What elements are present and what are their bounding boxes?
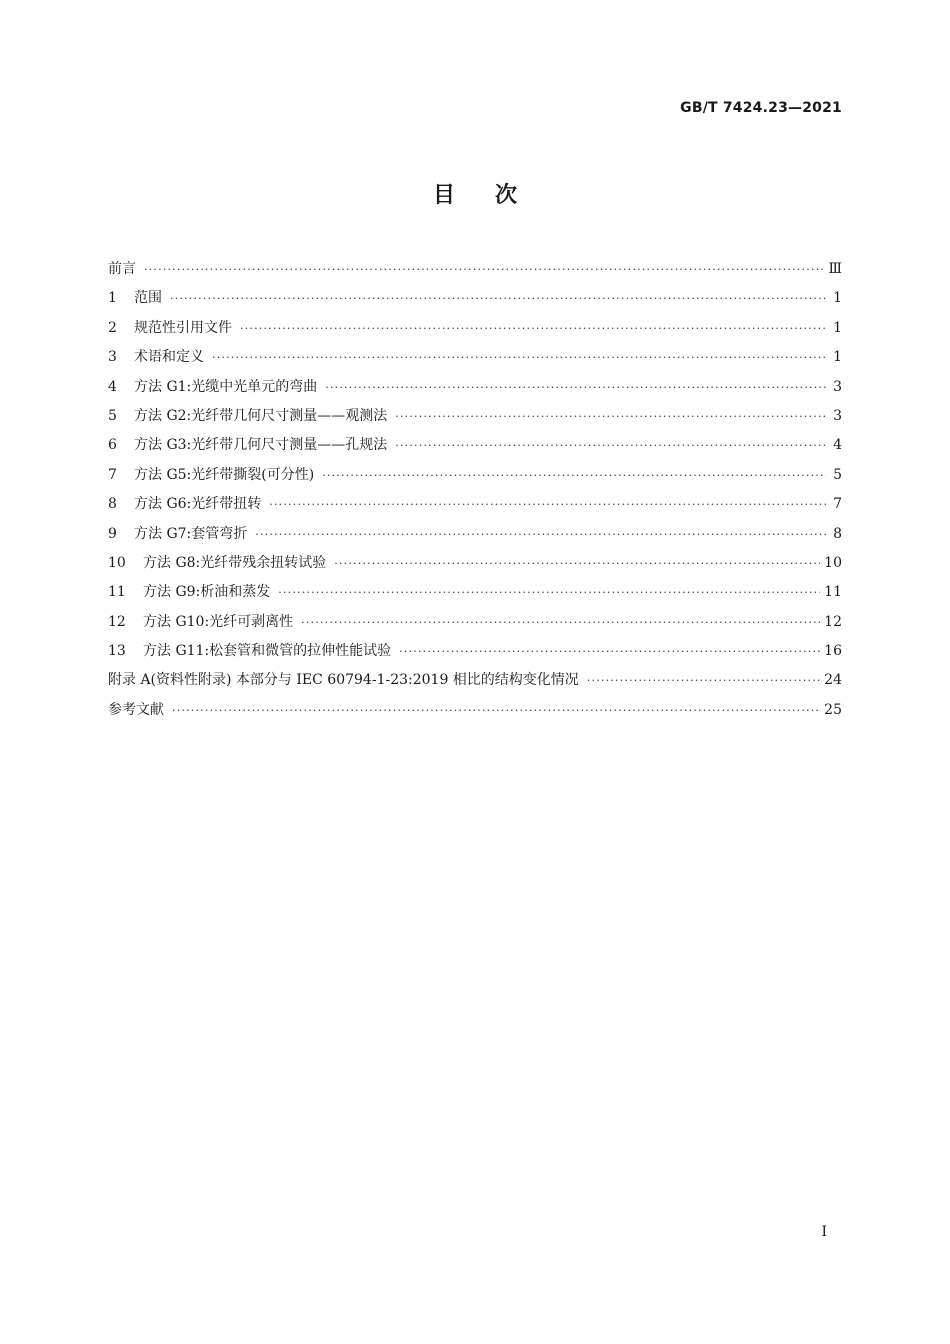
toc-entry-page: 1 (833, 290, 842, 307)
toc-entry-number: 1 (108, 290, 117, 307)
toc-entry-page: Ⅲ (828, 261, 842, 277)
toc-entry-number: 3 (108, 349, 117, 366)
toc-entry[interactable] (108, 523, 842, 552)
toc-entry[interactable] (108, 346, 842, 375)
toc-entry[interactable] (108, 493, 842, 522)
toc-entry[interactable] (108, 464, 842, 493)
toc-entry-page: 3 (833, 378, 842, 395)
toc-entry-title: 范围 (134, 290, 162, 307)
toc-entry-page: 24 (824, 672, 842, 689)
toc-entry-title: 方法 G6:光纤带扭转 (134, 496, 262, 513)
toc-leader-dots (334, 557, 820, 570)
toc-entry[interactable] (108, 699, 842, 728)
toc-entry[interactable] (108, 317, 842, 346)
toc-entry[interactable] (108, 258, 842, 287)
toc-leader-dots (212, 351, 826, 364)
toc-entry[interactable] (108, 669, 842, 698)
toc-leader-dots (240, 322, 826, 335)
toc-entry-number: 5 (108, 407, 117, 424)
toc-entry-title: 方法 G1:光缆中光单元的弯曲 (134, 378, 318, 395)
toc-entry-title: 前言 (108, 261, 136, 277)
toc-entry-page: 16 (824, 643, 842, 660)
toc-leader-dots (325, 381, 826, 394)
toc-entry-number: 6 (108, 437, 117, 454)
toc-entry-title: 方法 G5:光纤带撕裂(可分性) (134, 466, 315, 483)
toc-entry-title: 方法 G11:松套管和微管的拉伸性能试验 (143, 643, 392, 660)
toc-leader-dots (301, 616, 820, 629)
toc-entry-title: 方法 G8:光纤带残余扭转试验 (143, 554, 327, 571)
toc-entry-page: 12 (824, 613, 842, 630)
page-title: 目次 (432, 183, 557, 208)
toc-entry[interactable] (108, 434, 842, 463)
toc-leader-dots (587, 674, 820, 687)
toc-entry-number: 2 (108, 319, 117, 336)
standard-number: GB/T 7424.23—2021 (680, 100, 842, 116)
toc-entry[interactable] (108, 581, 842, 610)
toc-entry-title: 参考文献 (108, 701, 164, 718)
toc-entry-number: 4 (108, 378, 117, 395)
page-number: I (821, 1224, 827, 1240)
toc-entry-page: 7 (833, 496, 842, 513)
toc-entry-page: 5 (833, 466, 842, 483)
toc-leader-dots (172, 704, 820, 717)
toc-entry-title: 方法 G2:光纤带几何尺寸测量——观测法 (134, 407, 388, 424)
toc-entry[interactable] (108, 405, 842, 434)
toc-leader-dots (399, 645, 820, 658)
toc-leader-dots (278, 586, 820, 599)
toc-entry-number: 7 (108, 466, 117, 483)
toc-entry-title: 附录 A(资料性附录) 本部分与 IEC 60794-1-23:2019 相比的结构变化情况 (108, 672, 579, 689)
toc-leader-dots (269, 498, 826, 511)
toc-entry-number: 9 (108, 525, 117, 542)
toc-entry[interactable] (108, 376, 842, 405)
toc-entry-number: 11 (108, 584, 126, 601)
toc-entry-title: 规范性引用文件 (134, 319, 232, 336)
toc-entry-page: 8 (833, 525, 842, 542)
toc-leader-dots (395, 410, 826, 423)
table-of-contents (108, 258, 842, 728)
toc-leader-dots (255, 528, 826, 541)
toc-entry[interactable] (108, 287, 842, 316)
toc-entry-number: 12 (108, 613, 126, 630)
toc-entry-number: 13 (108, 643, 126, 660)
toc-leader-dots (322, 469, 826, 482)
toc-entry-title: 术语和定义 (134, 349, 204, 366)
toc-entry-title: 方法 G10:光纤可剥离性 (143, 613, 294, 630)
toc-entry[interactable] (108, 640, 842, 669)
toc-entry-title: 方法 G9:析油和蒸发 (143, 584, 271, 601)
toc-entry-page: 11 (824, 584, 842, 601)
toc-entry-page: 4 (833, 437, 842, 454)
toc-entry-number: 8 (108, 496, 117, 513)
toc-entry[interactable] (108, 552, 842, 581)
toc-entry-page: 25 (824, 701, 842, 718)
toc-entry-number: 10 (108, 554, 126, 571)
toc-leader-dots (395, 439, 826, 452)
toc-entry-page: 1 (833, 319, 842, 336)
toc-entry-page: 1 (833, 349, 842, 366)
toc-entry-page: 10 (824, 554, 842, 571)
toc-entry-title: 方法 G7:套管弯折 (134, 525, 248, 542)
toc-entry-title: 方法 G3:光纤带几何尺寸测量——孔规法 (134, 437, 388, 454)
toc-entry-page: 3 (833, 407, 842, 424)
toc-entry[interactable] (108, 611, 842, 640)
toc-leader-dots (144, 263, 824, 276)
toc-leader-dots (170, 292, 826, 305)
